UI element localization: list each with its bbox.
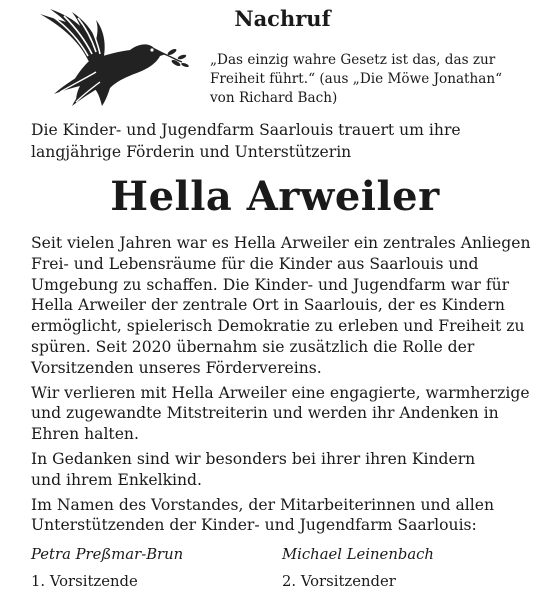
paragraph-line: Seit vielen Jahren war es Hella Arweiler ein zentrales Anliegen [31, 234, 531, 252]
paragraph-line: Im Namen des Vorstandes, der Mitarbeiterinnen und allen [31, 495, 495, 514]
paragraph [31, 383, 541, 445]
signatory-role: 1. Vorsitzende [31, 573, 138, 590]
paragraph [31, 449, 541, 491]
paragraph-line: Ehren halten. [31, 425, 139, 444]
paragraph-line: Hella Arweiler der zentrale Ort in Saarlouis, der es Kindern [31, 296, 505, 315]
deceased-name: Hella Arweiler [110, 173, 440, 220]
paragraph [31, 233, 541, 379]
signatory-role: 2. Vorsitzender [282, 573, 396, 590]
dove-with-olive-branch-icon [30, 6, 190, 116]
paragraph-line: und ihrem Enkelkind. [31, 470, 202, 489]
signatory-name: Michael Leinenbach [282, 546, 434, 563]
paragraph-line: Unterstützenden der Kinder- und Jugendfarm Saarlouis: [31, 516, 477, 535]
paragraph-line: Frei- und Lebensräume für die Kinder aus Saarlouis und [31, 254, 479, 273]
signatory-name: Petra Preßmar-Brun [31, 546, 184, 563]
paragraph [31, 495, 541, 537]
paragraph-line: Wir verlieren mit Hella Arweiler eine engagierte, warmherzige [31, 383, 530, 402]
paragraph-line: und zugewandte Mitstreiterin und werden ihr Andenken in [31, 404, 499, 423]
page-title: Nachruf [234, 6, 331, 31]
paragraph-line: Vorsitzenden unseres Fördervereins. [31, 358, 322, 377]
paragraph-line: ermöglicht, spielerisch Demokratie zu erleben und Freiheit zu [31, 317, 525, 336]
quote-line: Freiheit führt.“ (aus „Die Möwe Jonathan“ [210, 71, 503, 87]
intro-line: Die Kinder- und Jugendfarm Saarlouis trauert um ihre [31, 121, 461, 139]
obituary-body [31, 233, 541, 540]
quote-line: „Das einzig wahre Gesetz ist das, das zur [210, 52, 496, 68]
intro-line: langjährige Förderin und Unterstützerin [31, 143, 352, 161]
intro-text [31, 119, 531, 163]
quote-line: von Richard Bach) [210, 90, 338, 106]
paragraph-line: In Gedanken sind wir besonders bei ihrer ihren Kindern [31, 449, 476, 468]
epigraph-quote [210, 51, 540, 108]
paragraph-line: Umgebung zu schaffen. Die Kinder- und Jugendfarm war für [31, 275, 510, 294]
paragraph-line: spüren. Seit 2020 übernahm sie zusätzlich die Rolle der [31, 337, 475, 356]
